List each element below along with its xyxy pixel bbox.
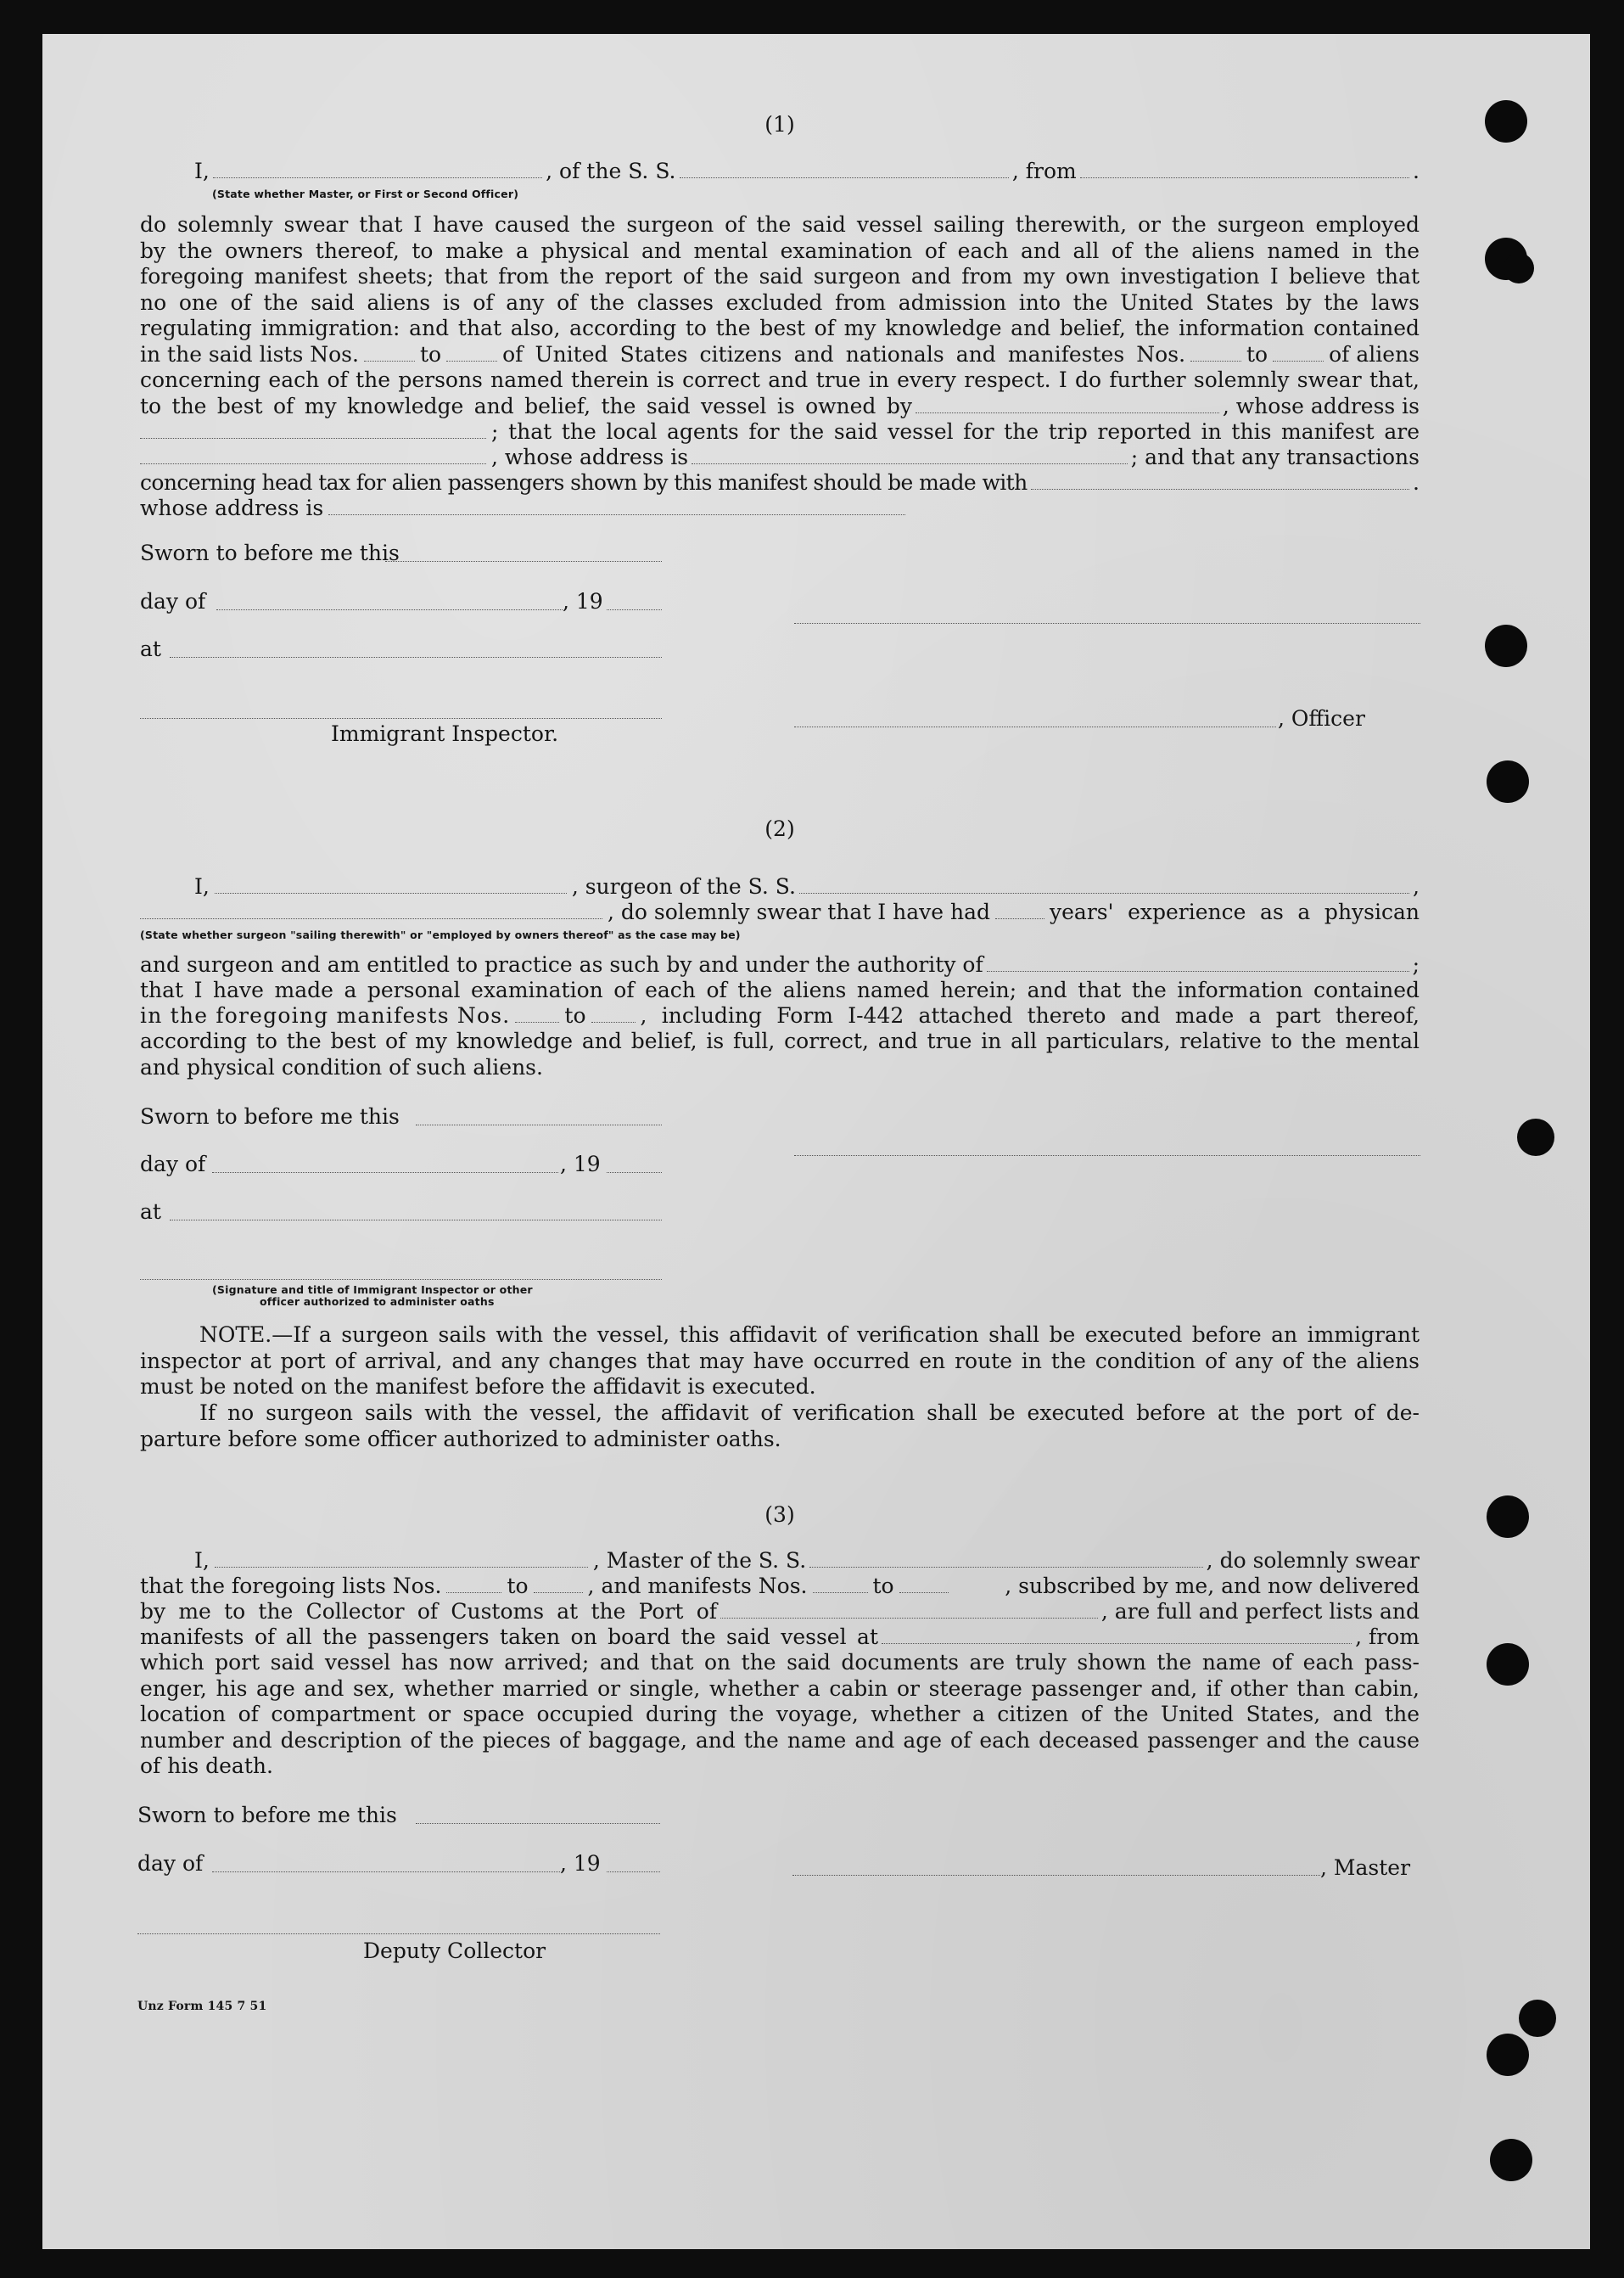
manifests-label: in the foregoing manifests Nos.	[140, 1003, 511, 1028]
section-1-number: (1)	[764, 112, 795, 137]
body-line: number and description of the pieces of baggage, and the name and age of each deceased passenger and the cause	[140, 1727, 1420, 1753]
note-line: inspector at port of arrival, and any changes that may have occurred en route in the condition of any of the aliens	[140, 1348, 1420, 1373]
authority-line	[140, 952, 1420, 979]
note-line: NOTE.—If a surgeon sails with the vessel, this affidavit of verification shall be executed before an immigrant	[199, 1322, 1420, 1347]
at-label: at	[140, 637, 161, 661]
punch-hole	[1487, 2034, 1529, 2076]
note-line: must be noted on the manifest before the affidavit is executed.	[140, 1374, 816, 1400]
punch-hole	[1504, 253, 1534, 283]
vessel-name-field[interactable]	[799, 878, 1409, 894]
officer-label: , Officer	[1278, 706, 1365, 731]
agents-field[interactable]	[140, 448, 486, 464]
manifest-from-field[interactable]	[515, 1007, 559, 1023]
section-3-body	[140, 1650, 1420, 1780]
sworn-label: Sworn to before me this	[140, 1104, 400, 1129]
subscribed-label: , subscribed by me, and now delivered	[1005, 1574, 1420, 1598]
signature-note: officer authorized to administer oaths	[260, 1295, 495, 1308]
punch-hole	[1487, 1643, 1529, 1686]
period: .	[1413, 470, 1420, 495]
years-label: years' experience as a physican	[1050, 900, 1420, 924]
to-label: to	[1246, 342, 1268, 367]
body-line: concerning each of the persons named therein is correct and true in every respect. I do further solemnly swear that,	[140, 368, 1420, 392]
body-line: by the owners thereof, to make a physical and mental examination of each and all of the aliens named in the	[140, 238, 1420, 263]
local-agents-label: ; that the local agents for the said vessel for the trip reported in this manifest are	[491, 419, 1420, 444]
form-i442-label: , including Form I-442 attached thereto and made a part thereof,	[640, 1003, 1420, 1028]
collector-label: by me to the Collector of Customs at the Port of	[140, 1599, 717, 1624]
to-label: to	[872, 1574, 894, 1598]
year-field[interactable]	[607, 1871, 660, 1872]
punch-hole	[1485, 625, 1527, 667]
body-line: do solemnly swear that I have caused the surgeon of the said vessel sailing therewith, or the surgeon employed	[140, 212, 1420, 237]
form-id: Unz Form 145 7 51	[137, 2000, 267, 2013]
section-2-line-1	[140, 874, 1420, 901]
note-line: If no surgeon sails with the vessel, the affidavit of verification shall be executed before at the port of de-	[199, 1400, 1420, 1425]
section-1-line-1: I, , of the S. S. , from .	[194, 159, 1420, 183]
surgeon-capacity-field[interactable]	[140, 903, 602, 919]
manifest-from-field[interactable]	[813, 1577, 868, 1593]
manifest-from-field[interactable]	[1190, 345, 1241, 362]
manifests-all-label: manifests of all the passengers taken on board the said vessel at	[140, 1624, 878, 1649]
owned-by-line	[140, 394, 1420, 420]
body-line: of his death.	[140, 1753, 273, 1779]
master-officer-note: (State whether Master, or First or Second Officer)	[212, 188, 519, 200]
manifest-to-field[interactable]	[1273, 345, 1324, 362]
body-line: location of compartment or space occupied during the voyage, whether a citizen of the United States, and the	[140, 1702, 1420, 1727]
to-label: to	[564, 1003, 586, 1028]
inspector-signature-field[interactable]	[140, 1278, 662, 1280]
day-of-label: day of	[140, 1152, 206, 1176]
note-paragraph-1	[140, 1322, 1420, 1400]
semicolon: ;	[1412, 952, 1420, 977]
oath-start: I,	[194, 1548, 210, 1573]
list-from-field[interactable]	[364, 345, 415, 362]
body-line: regulating immigration: and that also, according to the best of my knowledge and belief, the information contained	[140, 316, 1420, 341]
comma: ,	[1413, 874, 1420, 899]
head-tax-line	[140, 470, 1420, 497]
sworn-label: Sworn to before me this	[140, 541, 400, 565]
owner-field[interactable]	[916, 397, 1219, 413]
owner-address-field[interactable]	[140, 423, 486, 439]
surgeon-of-label: , surgeon of the S. S.	[571, 874, 796, 899]
of-aliens-label: of aliens	[1329, 342, 1420, 367]
body-line: enger, his age and sex, whether married or single, whether a cabin or steerage passenger and, if other than cabin,	[140, 1675, 1420, 1701]
owned-by-label: to the best of my knowledge and belief, the said vessel is owned by	[140, 394, 912, 418]
head-tax-label: concerning head tax for alien passengers shown by this manifest should be made with	[140, 470, 1028, 495]
sworn-field[interactable]	[385, 560, 662, 562]
year-field[interactable]	[607, 609, 662, 610]
day-field[interactable]	[212, 1871, 560, 1872]
year-label: , 19	[560, 1152, 601, 1176]
oath-start: I,	[194, 159, 210, 183]
body-line: according to the best of my knowledge and belief, is full, correct, and true in all particulars, relative to the mental	[140, 1029, 1420, 1053]
swear-label: , do solemnly swear that I have had	[608, 900, 991, 924]
agents-address-line	[140, 445, 1420, 471]
oath-start: I,	[194, 874, 210, 899]
from-label: , from	[1011, 159, 1077, 183]
surgeon-name-field[interactable]	[215, 878, 567, 894]
signature-note: (Signature and title of Immigrant Inspector or other	[212, 1283, 533, 1296]
manifests-label: of United States citizens and nationals and manifestes Nos.	[502, 342, 1186, 367]
deputy-signature-field[interactable]	[137, 1933, 660, 1934]
list-to-field[interactable]	[534, 1577, 583, 1593]
officer-signature-field[interactable]	[794, 622, 1420, 624]
body-line: and physical condition of such aliens.	[140, 1054, 543, 1080]
transactions-label: ; and that any transactions	[1130, 445, 1420, 469]
section-3-line-3	[140, 1599, 1420, 1625]
lists-label: that the foregoing lists Nos.	[140, 1574, 442, 1598]
at-label: at	[140, 1199, 161, 1224]
section-3-line-2	[140, 1574, 1420, 1600]
day-of-label: day of	[140, 589, 206, 614]
to-label: to	[507, 1574, 529, 1598]
from-label: , from	[1355, 1624, 1420, 1649]
year-label: , 19	[563, 589, 603, 614]
section-3-line-4	[140, 1624, 1420, 1651]
punch-hole	[1487, 760, 1529, 803]
punch-hole	[1485, 100, 1527, 143]
section-1-body	[140, 212, 1420, 342]
at-field[interactable]	[170, 656, 662, 658]
lists-label: in the said lists Nos.	[140, 342, 359, 367]
punch-hole	[1517, 1119, 1554, 1156]
section-2-line-2	[140, 900, 1420, 926]
authority-label: and surgeon and am entitled to practice as such by and under the authority of	[140, 952, 983, 977]
punch-hole	[1487, 1495, 1529, 1538]
solemnly-swear-label: , do solemnly swear	[1206, 1548, 1420, 1573]
section-2-number: (2)	[764, 816, 795, 841]
note-paragraph-2	[140, 1400, 1420, 1452]
note-line: parture before some officer authorized to administer oaths.	[140, 1426, 781, 1451]
year-field[interactable]	[607, 1171, 662, 1173]
officer-name-field[interactable]	[213, 162, 542, 178]
whose-address-label: , whose address is	[1222, 394, 1420, 418]
list-from-field[interactable]	[446, 1577, 501, 1593]
immigrant-inspector-label: Immigrant Inspector.	[331, 721, 559, 746]
concerning-line	[140, 368, 1420, 394]
punch-hole	[1490, 2139, 1532, 2181]
deputy-collector-label: Deputy Collector	[363, 1939, 546, 1963]
authority-field[interactable]	[987, 956, 1409, 972]
section-2-body	[140, 978, 1420, 1004]
surgeon-capacity-note: (State whether surgeon "sailing therewith" or "employed by owners thereof" as the case may be)	[140, 929, 741, 941]
manifests-line	[140, 1003, 1420, 1030]
surgeon-signature-field[interactable]	[794, 1154, 1420, 1156]
vessel-name-field[interactable]	[809, 1551, 1202, 1568]
form-sheet	[42, 34, 1590, 2249]
manifest-to-field[interactable]	[899, 1577, 949, 1593]
day-of-label: day of	[137, 1851, 204, 1876]
port-field[interactable]	[720, 1602, 1098, 1619]
body-line: foregoing manifest sheets; that from the report of the said surgeon and from my own investigation I believe that	[140, 264, 1420, 289]
from-port-field[interactable]	[1080, 162, 1409, 178]
at-field[interactable]	[170, 1219, 662, 1220]
sworn-field[interactable]	[416, 1822, 660, 1824]
to-label: to	[419, 342, 442, 367]
sworn-field[interactable]	[416, 1124, 662, 1125]
full-perfect-label: , are full and perfect lists and	[1100, 1599, 1420, 1624]
body-line: that I have made a personal examination of each of the aliens named herein; and that the information contained	[140, 978, 1420, 1002]
section-3-line-1	[140, 1548, 1420, 1574]
manifest-to-field[interactable]	[591, 1007, 636, 1023]
sworn-label: Sworn to before me this	[137, 1803, 397, 1827]
departure-port-field[interactable]	[882, 1628, 1352, 1644]
of-the-ss-label: , of the S. S.	[546, 159, 676, 183]
years-field[interactable]	[995, 903, 1044, 919]
officer-title-field[interactable]	[794, 726, 1276, 727]
head-tax-field[interactable]	[1031, 474, 1409, 490]
master-name-field[interactable]	[215, 1551, 588, 1568]
body-line: which port said vessel has now arrived; and that on the said documents are truly shown the name of each pass-	[140, 1650, 1420, 1675]
lists-line	[140, 342, 1420, 368]
inspector-signature-field[interactable]	[140, 717, 662, 719]
whose-address-label: whose address is	[140, 496, 324, 520]
day-field[interactable]	[212, 1171, 558, 1173]
master-of-label: , Master of the S. S.	[592, 1548, 807, 1573]
agents-address-field[interactable]	[692, 448, 1128, 464]
local-agents-line	[140, 419, 1420, 446]
master-label: , Master	[1320, 1855, 1411, 1880]
head-tax-address-field[interactable]	[328, 499, 905, 515]
section-3-number: (3)	[764, 1502, 795, 1527]
vessel-name-field[interactable]	[680, 162, 1009, 178]
whose-address-line	[140, 496, 1420, 522]
punch-hole	[1519, 2000, 1556, 2037]
section-2-body-2	[140, 1029, 1420, 1080]
master-signature-field[interactable]	[792, 1874, 1320, 1876]
body-line: no one of the said aliens is of any of the classes excluded from admission into the United States by the laws	[140, 289, 1420, 315]
whose-address-label: , whose address is	[491, 445, 689, 469]
manifests-label: , and manifests Nos.	[587, 1574, 808, 1598]
list-to-field[interactable]	[446, 345, 497, 362]
day-field[interactable]	[216, 609, 563, 610]
year-label: , 19	[560, 1851, 601, 1876]
